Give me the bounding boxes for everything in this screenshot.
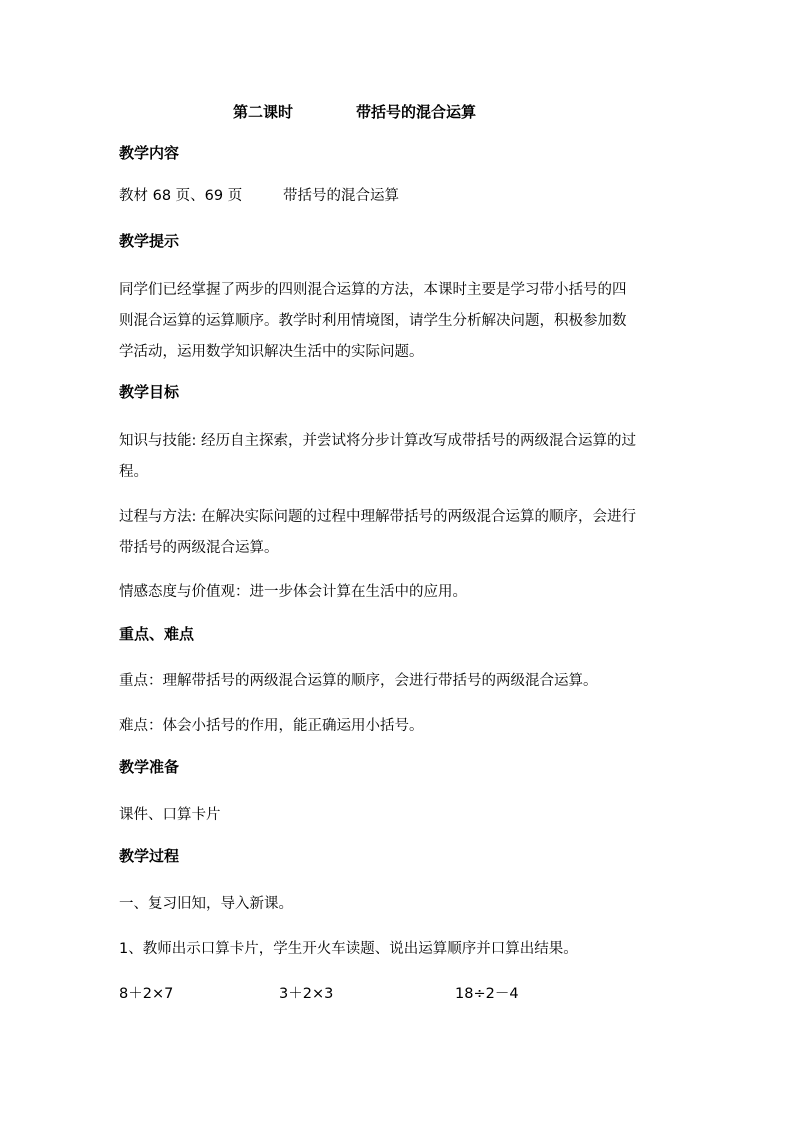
prep-text: 课件、口算卡片	[119, 807, 221, 823]
content-text-pages: 教材 68 页、69 页	[119, 188, 243, 204]
goal-knowledge: 知识与技能: 经历自主探索，并尝试将分步计算改写成带括号的两级混合运算的过程。	[119, 433, 636, 480]
process-step-2: 1、教师出示口算卡片，学生开火车读题、说出运算顺序并口算出结果。	[119, 941, 578, 957]
process-step-1: 一、复习旧知，导入新课。	[119, 896, 293, 912]
goal-attitude: 情感态度与价值观：进一步体会计算在生活中的应用。	[119, 584, 467, 600]
lesson-title: 带括号的混合运算	[356, 103, 477, 121]
process-heading: 教学过程	[119, 847, 180, 865]
difficult-point: 难点：体会小括号的作用，能正确运用小括号。	[119, 718, 424, 734]
goal-heading: 教学目标	[119, 383, 180, 401]
content-heading: 教学内容	[119, 144, 180, 162]
hint-paragraph: 同学们已经掌握了两步的四则混合运算的方法，本课时主要是学习带小括号的四则混合运算的运算顺序。教学时利用情境图，请学生分析解决问题，积极参加数学活动，运用数学知识解决生活中的实际问题。	[119, 282, 627, 360]
hint-heading: 教学提示	[119, 232, 180, 250]
expression-3: 18÷2－4	[455, 986, 519, 1002]
lesson-number: 第二课时	[233, 103, 294, 121]
key-heading: 重点、难点	[119, 625, 195, 643]
content-text-topic: 带括号的混合运算	[283, 188, 399, 204]
expression-1: 8＋2×7	[119, 986, 174, 1002]
key-point: 重点：理解带括号的两级混合运算的顺序，会进行带括号的两级混合运算。	[119, 673, 598, 689]
goal-process: 过程与方法: 在解决实际问题的过程中理解带括号的两级混合运算的顺序，会进行带括号的两级混合运算。	[119, 509, 636, 556]
expression-2: 3＋2×3	[279, 986, 334, 1002]
prep-heading: 教学准备	[119, 758, 180, 776]
